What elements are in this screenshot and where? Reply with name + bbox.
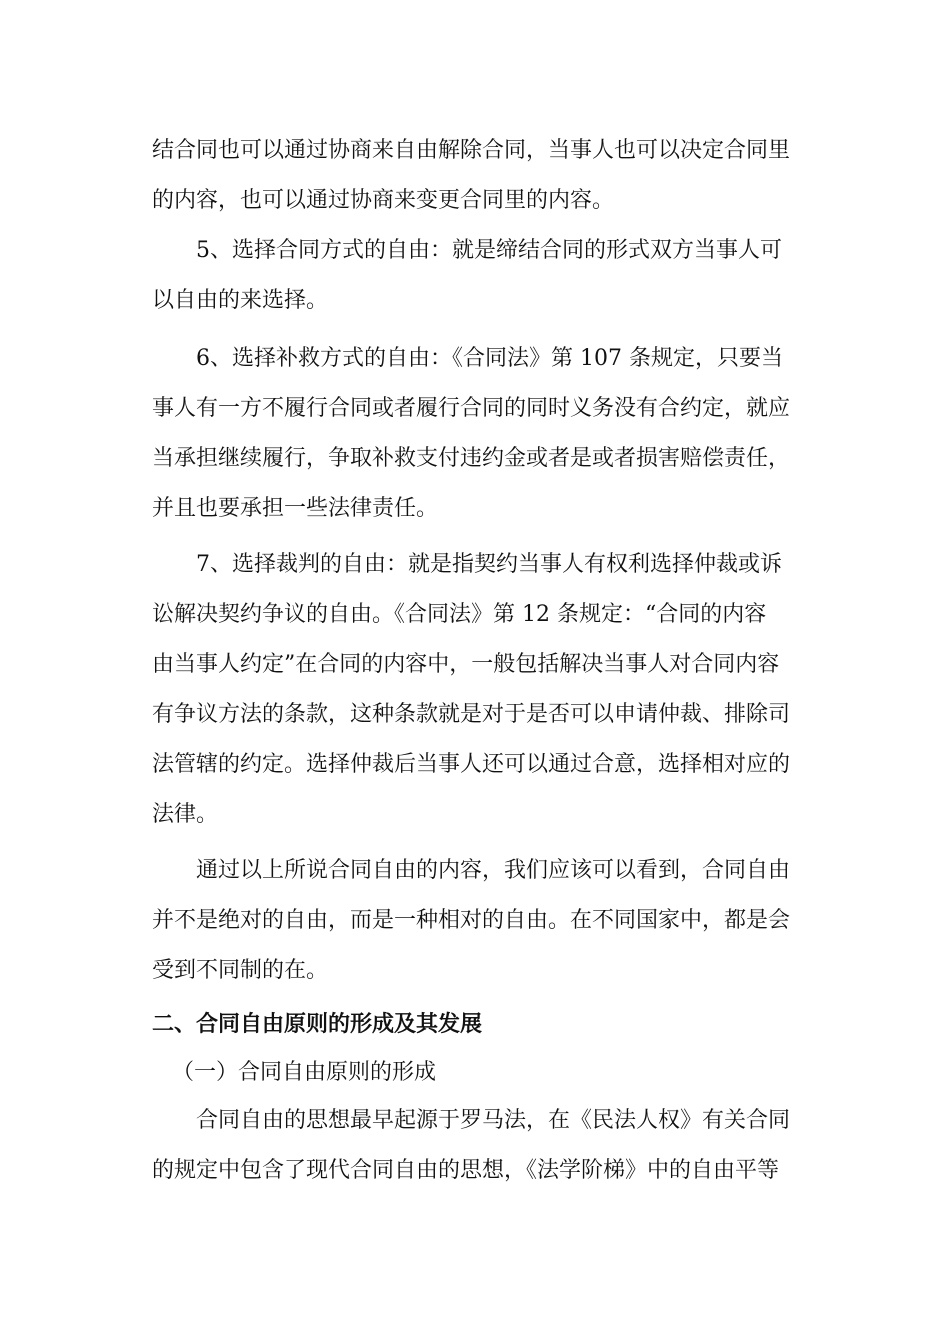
paragraph-adjudication-freedom xyxy=(152,540,802,840)
paragraph-line: 通过以上所说合同自由的内容，我们应该可以看到，合同自由 xyxy=(196,858,791,883)
paragraph-line: 讼解决契约争议的自由。《合同法》第 12 条规定：“合同的内容 xyxy=(152,602,767,627)
paragraph-line: 法管辖的约定。选择仲裁后当事人还可以通过合意，选择相对应的 xyxy=(152,752,791,777)
paragraph-line: 法律。 xyxy=(152,802,219,827)
paragraph-line: 7、选择裁判的自由：就是指契约当事人有权利选择仲裁或诉 xyxy=(196,552,782,577)
paragraph-line: 事人有一方不履行合同或者履行合同的同时义务没有合约定，就应 xyxy=(152,396,791,421)
paragraph-line: 以自由的来选择。 xyxy=(152,288,329,313)
paragraph-line: 5、选择合同方式的自由：就是缔结合同的形式双方当事人可 xyxy=(196,238,782,263)
paragraph-line: 结合同也可以通过协商来自由解除合同，当事人也可以决定合同里 xyxy=(152,138,791,163)
section-heading: 二、合同自由原则的形成及其发展 xyxy=(152,1012,483,1037)
paragraph-line: 由当事人约定”在合同的内容中，一般包括解决当事人对合同内容 xyxy=(152,652,780,677)
paragraph-line: 6、选择补救方式的自由：《合同法》第 107 条规定，只要当 xyxy=(196,346,783,371)
paragraph-contract-termination xyxy=(152,126,802,226)
paragraph-remedy-freedom xyxy=(152,334,802,534)
paragraph-line: 并不是绝对的自由，而是一种相对的自由。在不同国家中，都是会 xyxy=(152,908,791,933)
paragraph-form-freedom xyxy=(152,226,802,326)
paragraph-line: 并且也要承担一些法律责任。 xyxy=(152,496,439,521)
paragraph-roman-law-origin xyxy=(152,1096,802,1196)
paragraph-relative-freedom xyxy=(152,846,802,996)
paragraph-line: 的规定中包含了现代合同自由的思想，《法学阶梯》中的自由平等 xyxy=(152,1158,780,1183)
paragraph-line: 的内容，也可以通过协商来变更合同里的内容。 xyxy=(152,188,615,213)
paragraph-line: 合同自由的思想最早起源于罗马法，在《民法人权》有关合同 xyxy=(196,1108,791,1133)
paragraph-line: 有争议方法的条款，这种条款就是对于是否可以申请仲裁、排除司 xyxy=(152,702,791,727)
paragraph-line: 当承担继续履行，争取补救支付违约金或者是或者损害赔偿责任， xyxy=(152,446,791,471)
paragraph-line: 受到不同制的在。 xyxy=(152,958,329,983)
subsection-heading: （一）合同自由原则的形成 xyxy=(172,1060,437,1085)
